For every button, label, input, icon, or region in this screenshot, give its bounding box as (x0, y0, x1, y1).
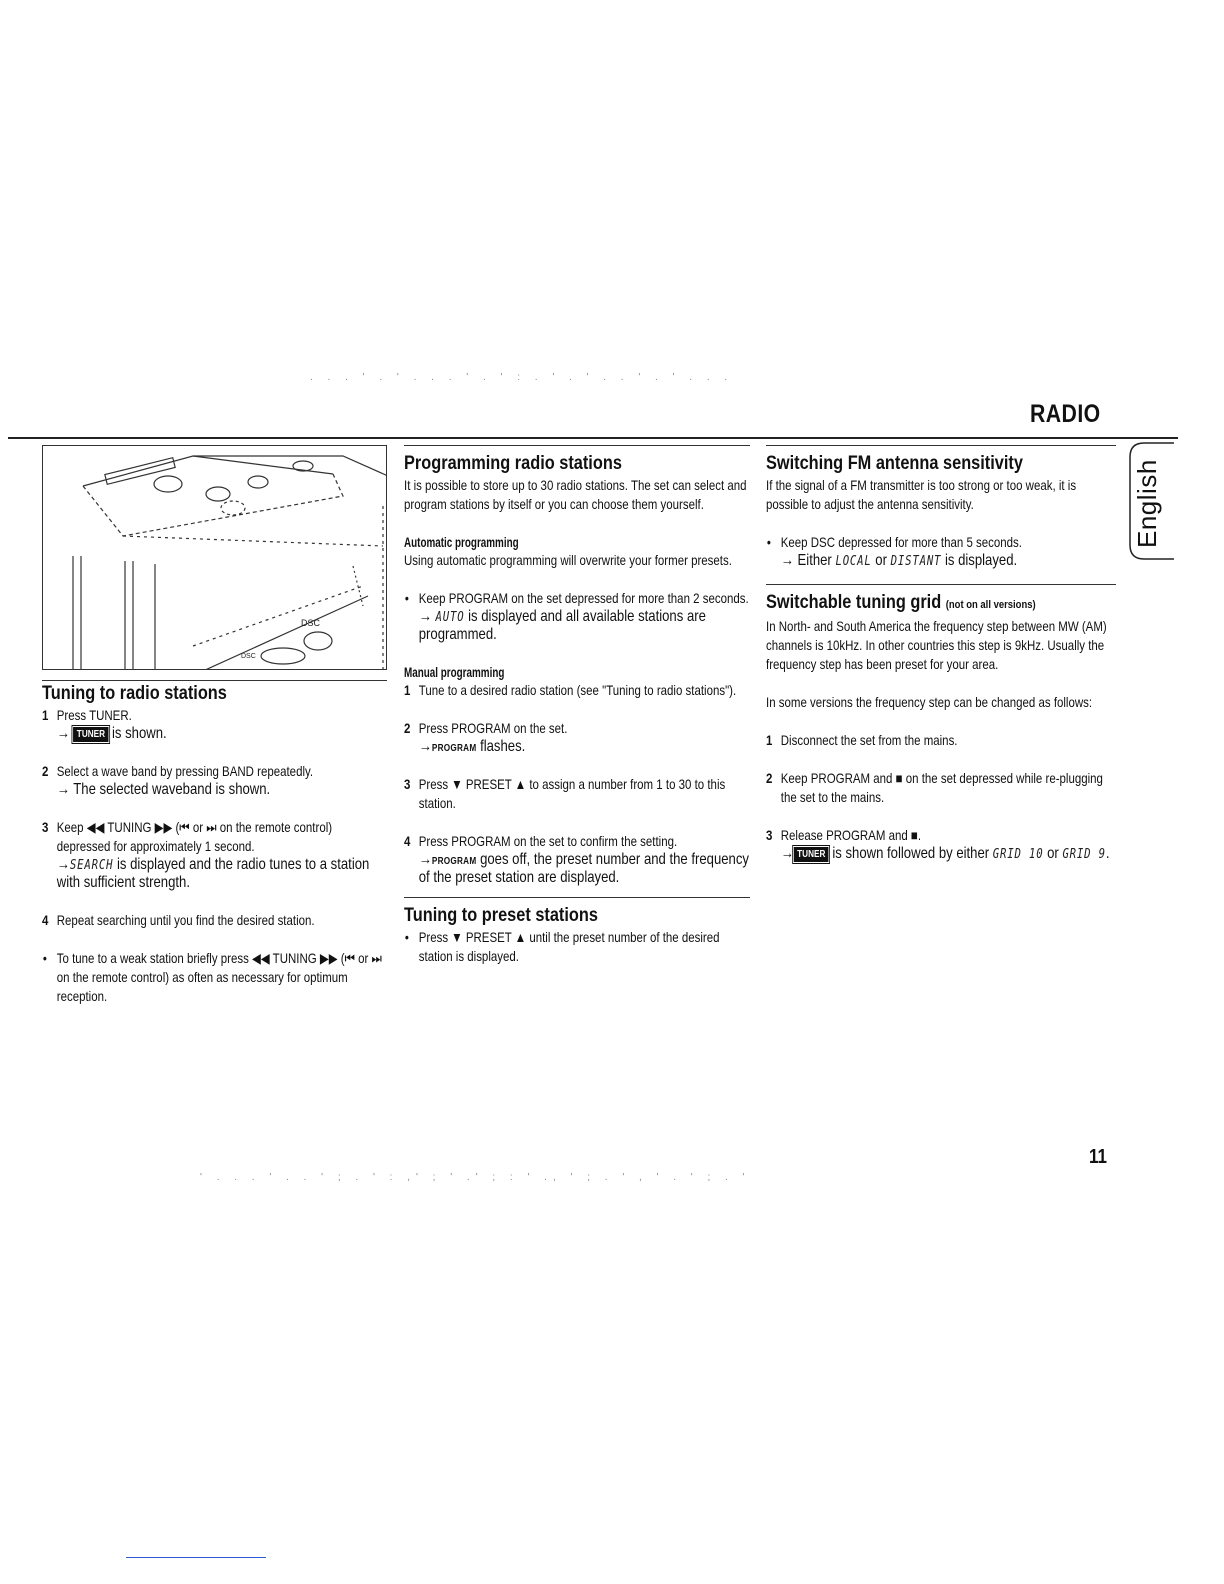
grid-step-1: 1 Disconnect the set from the mains. (766, 732, 958, 748)
rewind-icon: ◀◀ (252, 950, 270, 966)
scan-noise-top: . . . ' . ' . . . ' . ' : . ' . ' . . ' . ' . . . (310, 372, 734, 383)
manual-step-2: 2 Press PROGRAM on the set. (404, 720, 568, 736)
bullet-icon: • (404, 590, 409, 606)
column-rule (404, 445, 750, 446)
preset-title: Tuning to preset stations (404, 905, 598, 926)
tuner-badge: TUNER (74, 727, 109, 742)
tuning-title: Tuning to radio stations (42, 683, 227, 704)
fm-sensitivity-bullet: • Keep DSC depressed for more than 5 seconds. (766, 534, 1022, 550)
manual-step-3: 3 Press ▼ PRESET ▲ to assign a number from 1 to 30 to this station. (404, 776, 726, 811)
bullet-icon: • (42, 950, 47, 966)
tuning-step-1: 1 Press TUNER. (42, 707, 132, 723)
tuning-step-2: 2 Select a wave band by pressing BAND repeatedly. (42, 763, 314, 779)
down-triangle-icon: ▼ (451, 929, 463, 945)
stop-icon: ■ (895, 770, 903, 786)
arrow-icon: → (780, 845, 794, 862)
rewind-icon: ◀◀ (86, 819, 105, 835)
tuning-step-3-result: →SEARCH is displayed and the radio tunes to a station with sufficient strength. (56, 856, 370, 891)
lcd-grid-9: GRID 9 (1062, 847, 1106, 862)
figure-label-dsc: DSC (301, 618, 321, 628)
tuning-step-1-result: → TUNER is shown. (56, 725, 167, 742)
column-rule (766, 584, 1116, 585)
grid-step-3-result: → TUNER is shown followed by either GRID 10 or GRID 9. (780, 845, 1110, 862)
lcd-search: SEARCH (69, 858, 114, 873)
scan-noise-bottom: ' . . . ' . . ' ; . ' : ,' ; ' .' ; : ' ., ' ; . ' , ' . ' ; . ' (200, 1172, 751, 1183)
grid-step-2: 2 Keep PROGRAM and ■ on the set depressed while re-plugging the set to the mains. (766, 770, 1103, 805)
lcd-grid-10: GRID 10 (992, 847, 1044, 862)
manual-step-2-result: →PROGRAM flashes. (418, 738, 526, 755)
manual-step-1: 1 Tune to a desired radio station (see "Tuning to radio stations"). (404, 682, 737, 698)
tuner-badge: TUNER (794, 847, 829, 862)
arrow-icon: → (418, 851, 432, 868)
preset-bullet: • Press ▼ PRESET ▲ until the preset number of the desired station is displayed. (404, 929, 720, 964)
auto-programming-bullet: • Keep PROGRAM on the set depressed for more than 2 seconds. (404, 590, 749, 606)
auto-programming-title: Automatic programming (404, 534, 519, 550)
fm-sensitivity-intro: If the signal of a FM transmitter is too strong or too weak, it is possible to adjust the antenna sensitivity. (766, 477, 1077, 512)
up-triangle-icon: ▲ (514, 929, 527, 945)
auto-programming-intro: Using automatic programming will overwrite your former presets. (404, 552, 732, 568)
tuning-step-4: 4 Repeat searching until you find the desired station. (42, 912, 315, 928)
tuning-grid-note: (not on all versions) (945, 599, 1036, 611)
tuning-grid-title: Switchable tuning grid (not on all versions) (766, 592, 1036, 613)
manual-programming-title: Manual programming (404, 664, 505, 680)
bullet-icon: • (404, 929, 409, 945)
fast-forward-icon: ▶▶ (319, 950, 338, 966)
figure-caption-rule (42, 680, 387, 681)
fm-sensitivity-section (766, 445, 1116, 863)
tuning-bullet: • To tune to a weak station briefly press ◀◀ TUNING ▶▶ (⏮ or ⏭ on the remote control) as often as necessary for optimum reception. (42, 950, 382, 1004)
bottom-link-underline (126, 1557, 266, 1558)
lcd-auto: AUTO (435, 610, 465, 625)
arrow-icon: → (56, 781, 70, 798)
manual-step-4: 4 Press PROGRAM on the set to confirm the setting. (404, 833, 678, 849)
programming-title: Programming radio stations (404, 453, 622, 474)
page-number: 11 (1089, 1146, 1107, 1168)
figure-label-dsc-small: DSC (241, 653, 256, 660)
auto-programming-result: → AUTO is displayed and all available stations are programmed. (418, 608, 706, 643)
manual-step-4-result: →PROGRAM goes off, the preset number and the frequency of the preset station are displayed. (418, 851, 749, 886)
arrow-icon: → (56, 725, 70, 742)
arrow-icon: → (56, 856, 70, 873)
device-illustration (42, 445, 387, 670)
skip-back-icon: ⏮ (179, 819, 190, 835)
skip-forward-icon: ⏭ (371, 950, 382, 966)
up-triangle-icon: ▲ (514, 776, 527, 792)
fast-forward-icon: ▶▶ (154, 819, 173, 835)
fm-sensitivity-title: Switching FM antenna sensitivity (766, 453, 1023, 474)
tuning-step-2-result: → The selected waveband is shown. (56, 781, 271, 798)
tuning-grid-intro: In North- and South America the frequency step between MW (AM) channels is 10kHz. In other countries this step is 9kHz. Usually the frequency step has been preset for your area. (766, 618, 1107, 672)
skip-back-icon: ⏮ (344, 950, 355, 966)
program-key-label: PROGRAM (431, 856, 477, 867)
column-rule (404, 897, 750, 898)
down-triangle-icon: ▼ (451, 776, 463, 792)
stop-icon: ■ (910, 827, 918, 843)
programming-section (404, 445, 750, 966)
tuning-grid-intro2: In some versions the frequency step can be changed as follows: (766, 694, 1093, 710)
device-drawing (43, 446, 387, 670)
tuning-section (42, 682, 387, 1006)
program-key-label: PROGRAM (431, 743, 477, 754)
arrow-icon: → (418, 608, 432, 625)
language-tab-label: English (1132, 459, 1162, 548)
fm-sensitivity-result: → Either LOCAL or DISTANT is displayed. (780, 552, 1018, 569)
arrow-icon: → (418, 738, 432, 755)
tuning-step-3: 3 Keep ◀◀ TUNING ▶▶ (⏮ or ⏭ on the remote control) depressed for approximately 1 second. (42, 819, 333, 854)
grid-step-3: 3 Release PROGRAM and ■. (766, 827, 922, 843)
bullet-icon: • (766, 534, 771, 550)
section-title: RADIO (1030, 400, 1101, 428)
skip-forward-icon: ⏭ (206, 819, 217, 835)
lcd-distant: DISTANT (890, 554, 942, 569)
programming-intro: It is possible to store up to 30 radio stations. The set can select and program stations by itself or you can choose them yourself. (404, 477, 747, 512)
lcd-local: LOCAL (835, 554, 872, 569)
column-rule (766, 445, 1116, 446)
header-rule (8, 437, 1178, 439)
arrow-icon: → (780, 552, 794, 569)
